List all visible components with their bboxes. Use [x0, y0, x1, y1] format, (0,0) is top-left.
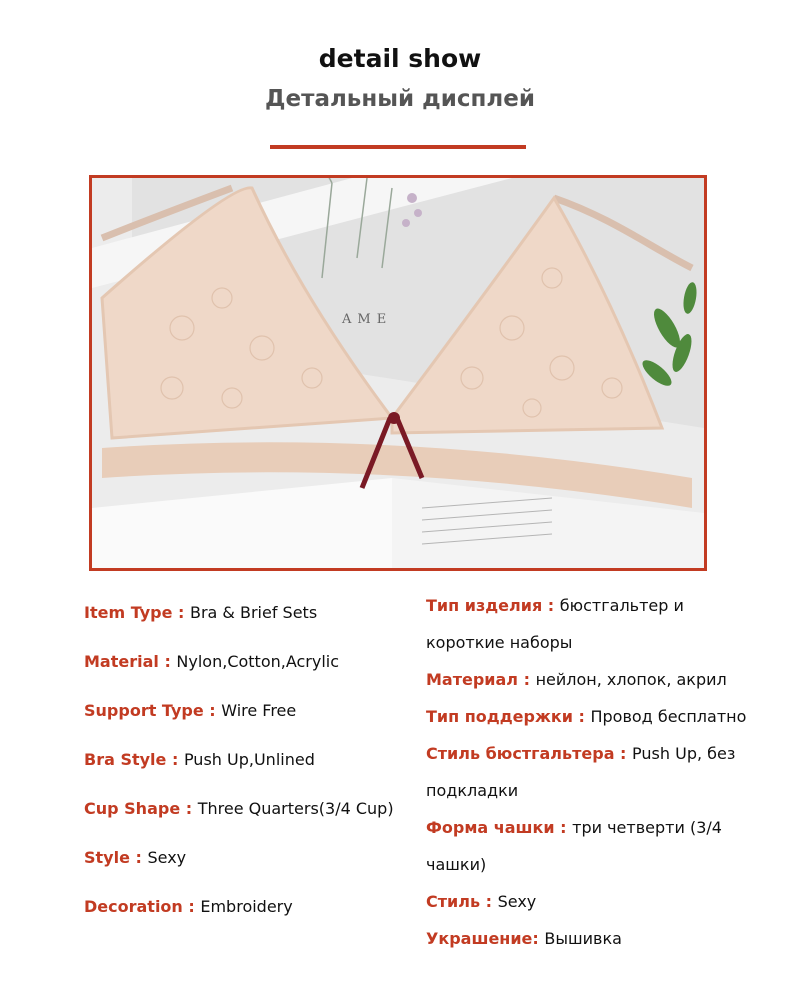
spec-ru-item-type: Тип изделия : бюстгальтер и: [426, 596, 684, 615]
spec-decoration: Decoration : Embroidery: [84, 897, 293, 916]
spec-ru-style: Стиль : Sexy: [426, 892, 537, 911]
spec-ru-bra-style-cont: подкладки: [426, 781, 519, 800]
spec-ru-item-type-cont: короткие наборы: [426, 633, 573, 652]
spec-ru-cup-shape-cont: чашки): [426, 855, 487, 874]
spec-ru-decoration: Украшение: Вышивка: [426, 929, 622, 948]
spec-ru-support-type: Тип поддержки : Провод бесплатно: [426, 707, 747, 726]
spec-bra-style: Bra Style : Push Up,Unlined: [84, 750, 315, 769]
spec-material: Material : Nylon,Cotton,Acrylic: [84, 652, 340, 671]
spec-support-type: Support Type : Wire Free: [84, 701, 297, 720]
spec-ru-bra-style: Стиль бюстгальтера : Push Up, без: [426, 744, 736, 763]
page-subtitle: Детальный дисплей: [265, 86, 535, 112]
backdrop-text-3: AME: [342, 312, 393, 327]
spec-style: Style : Sexy: [84, 848, 187, 867]
spec-item-type: Item Type : Bra & Brief Sets: [84, 603, 318, 622]
product-photo: [89, 175, 707, 571]
title-divider: [270, 145, 526, 149]
page-title: detail show: [318, 44, 482, 73]
spec-ru-material: Материал : нейлон, хлопок, акрил: [426, 670, 727, 689]
spec-ru-cup-shape: Форма чашки : три четверти (3/4: [426, 818, 722, 837]
product-photo-illustration: [92, 178, 704, 568]
spec-cup-shape: Cup Shape : Three Quarters(3/4 Cup): [84, 799, 394, 818]
